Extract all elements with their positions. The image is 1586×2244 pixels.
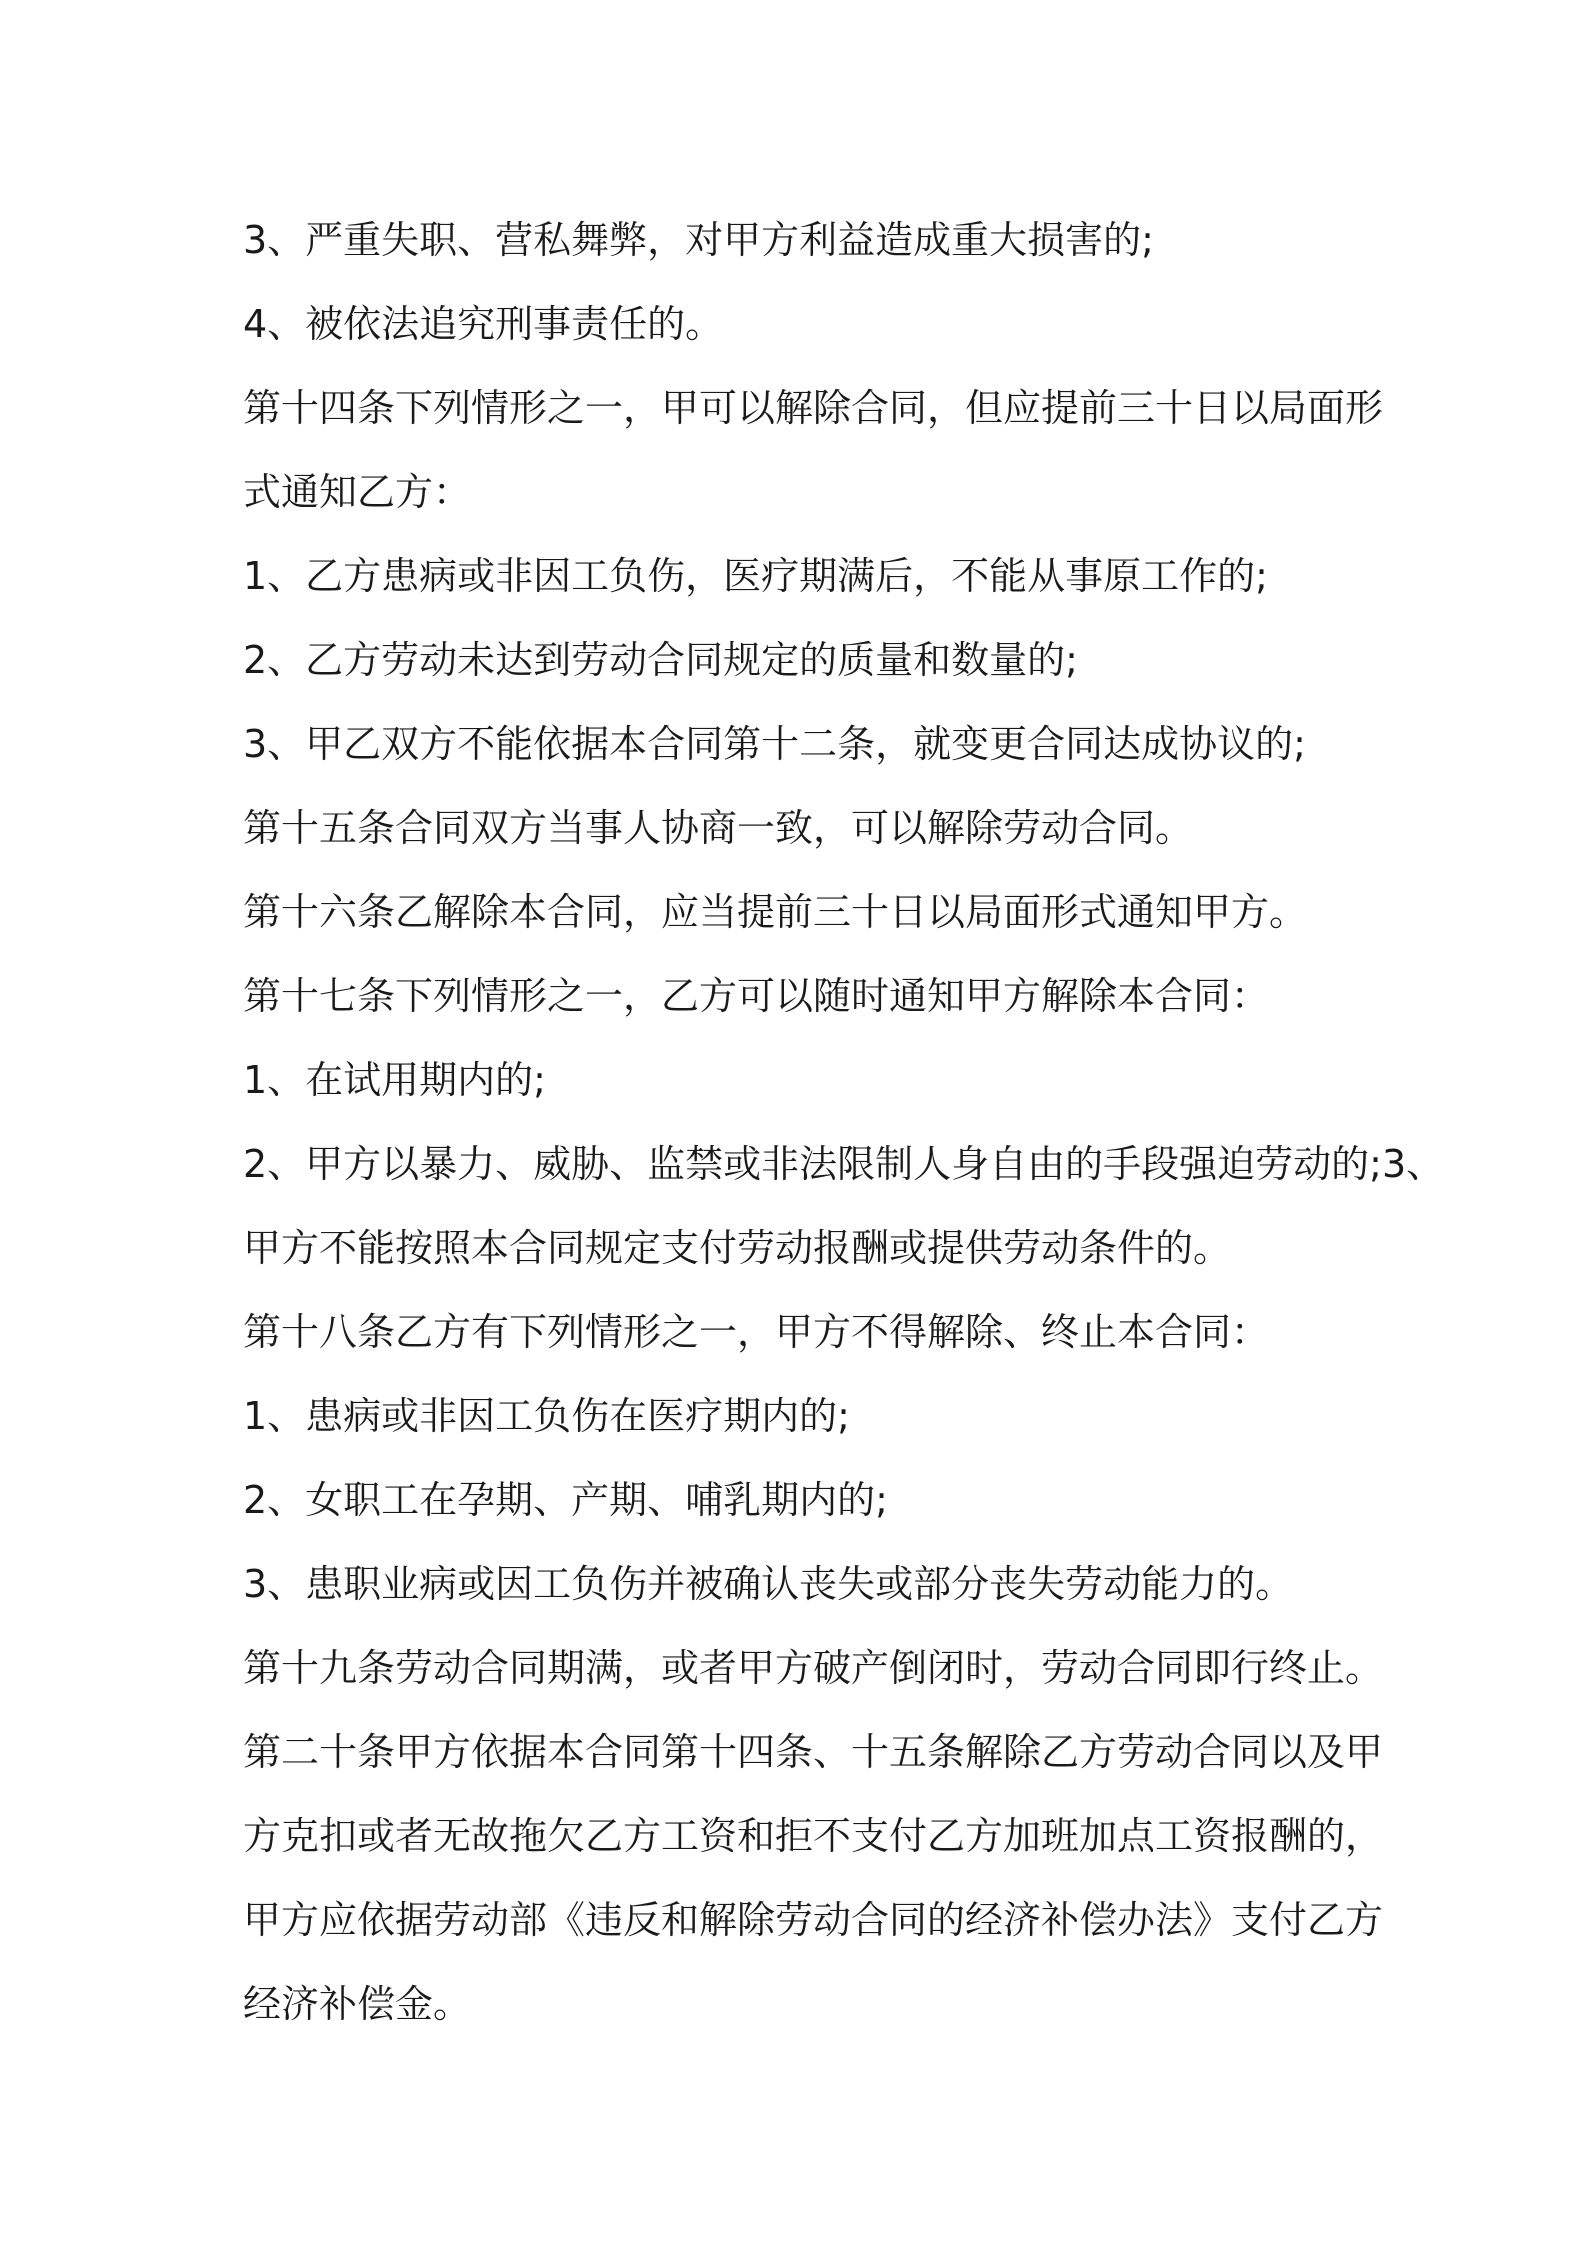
text-line: 4、被依法追究刑事责任的。 [243,302,724,346]
text-line: 第十六条乙解除本合同，应当提前三十日以局面形式通知甲方。 [243,890,1308,934]
text-line: 甲方不能按照本合同规定支付劳动报酬或提供劳动条件的。 [243,1226,1232,1270]
text-line: 2、甲方以暴力、威胁、监禁或非法限制人身自由的手段强迫劳动的;3、 [243,1142,1445,1186]
text-line: 第十九条劳动合同期满，或者甲方破产倒闭时，劳动合同即行终止。 [243,1646,1384,1690]
text-line: 第十五条合同双方当事人协商一致，可以解除劳动合同。 [243,806,1194,850]
text-line: 1、乙方患病或非因工负伤，医疗期满后，不能从事原工作的; [243,554,1268,598]
text-line: 第十四条下列情形之一，甲可以解除合同，但应提前三十日以局面形 [243,386,1384,430]
text-line: 方克扣或者无故拖欠乙方工资和拒不支付乙方加班加点工资报酬的， [243,1814,1384,1858]
text-line: 2、女职工在孕期、产期、哺乳期内的; [243,1478,888,1522]
text-line: 3、患职业病或因工负伤并被确认丧失或部分丧失劳动能力的。 [243,1562,1294,1606]
text-line: 3、甲乙双方不能依据本合同第十二条，就变更合同达成协议的; [243,722,1306,766]
document-body [243,198,1445,2046]
text-line: 1、患病或非因工负伤在医疗期内的; [243,1394,850,1438]
text-line: 甲方应依据劳动部《违反和解除劳动合同的经济补偿办法》支付乙方 [243,1898,1384,1942]
text-line: 式通知乙方： [243,470,472,514]
text-line: 2、乙方劳动未达到劳动合同规定的质量和数量的; [243,638,1078,682]
text-line: 第二十条甲方依据本合同第十四条、十五条解除乙方劳动合同以及甲 [243,1730,1384,1774]
text-line: 1、在试用期内的; [243,1058,546,1102]
text-line: 第十七条下列情形之一，乙方可以随时通知甲方解除本合同： [243,974,1270,1018]
text-line: 经济补偿金。 [243,1982,472,2026]
text-line: 3、严重失职、营私舞弊，对甲方利益造成重大损害的; [243,218,1154,262]
text-line: 第十八条乙方有下列情形之一，甲方不得解除、终止本合同： [243,1310,1270,1354]
